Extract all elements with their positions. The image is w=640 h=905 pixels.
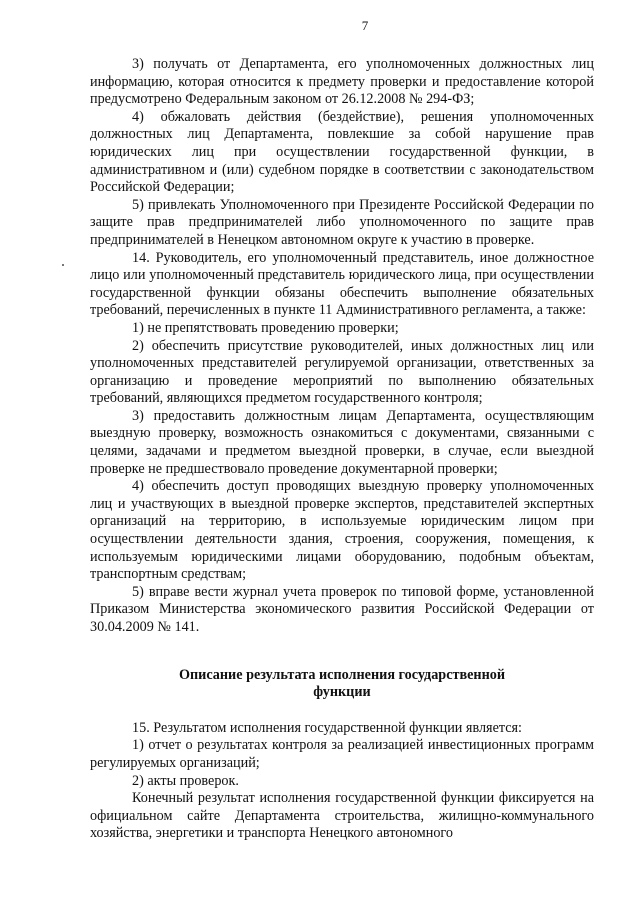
paragraph-right-3: 3) получать от Департамента, его уполномоченных должностных лиц информацию, которая относится к предмету проверки и предоставление которой предусмотрено Федеральным законом от 26.12.2008 № 294-ФЗ; [90, 56, 594, 108]
paragraph-final-result: Конечный результат исполнения государственной функции фиксируется на официальном сайте Департамента строительства, жилищно-коммунального хозяйства, энергетики и транспорта Ненецкого автономного [90, 790, 594, 842]
section-heading [90, 667, 594, 702]
paragraph-clause-14: 14. Руководитель, его уполномоченный представитель, иное должностное лицо или уполномоченный представитель юридического лица, при осуществлении государственной функции обязаны обеспечить выполнение обязательных требований, перечисленных в пункте 11 Административного регламента, а также: [90, 249, 594, 319]
scan-speck [62, 264, 64, 266]
paragraph-duty-1: 1) не препятствовать проведению проверки; [132, 319, 399, 336]
paragraph-duty-4: 4) обеспечить доступ проводящих выездную проверку уполномоченных лиц и участвующих в выездной проверке экспертов, представителей экспертных организаций на территорию, в используемые юридическим лицом при осуществлении деятельности здания, строения, сооружения, помещения, к используемым юридическими лицами оборудованию, подобным объектам, транспортным средствам; [90, 478, 594, 583]
section-heading-line-1: Описание результата исполнения государственной [178, 666, 506, 683]
paragraph-duty-5: 5) вправе вести журнал учета проверок по типовой форме, установленной Приказом Министерства экономического развития Российской Федерации от 30.04.2009 № 141. [90, 583, 594, 635]
paragraph-result-1: 1) отчет о результатах контроля за реализацией инвестиционных программ регулируемых организаций; [90, 737, 594, 771]
paragraph-duty-2: 2) обеспечить присутствие руководителей, иных должностных лиц или уполномоченных представителей регулируемой организации, ответственных за организацию и проведение мероприятий по выполнению обязательных требований, являющихся предметом государственного контроля; [90, 337, 594, 407]
paragraph-result-2: 2) акты проверок. [132, 772, 239, 789]
paragraph-clause-15: 15. Результатом исполнения государственной функции является: [132, 719, 523, 736]
paragraph-right-4: 4) обжаловать действия (бездействие), решения уполномоченных должностных лиц Департамента, повлекшие за собой нарушение прав юридических лиц при осуществлении государственной функции, в административном и (или) судебном порядке в соответствии с законодательством Российской Федерации; [90, 108, 594, 196]
page-number: 7 [361, 18, 369, 33]
section-heading-line-2: функции [313, 684, 371, 701]
paragraph-right-5: 5) привлекать Уполномоченного при Президенте Российской Федерации по защите прав предпринимателей либо уполномоченного по защите прав предпринимателей в Ненецком автономном округе к участию в проверке. [90, 196, 594, 248]
paragraph-duty-3: 3) предоставить должностным лицам Департамента, осуществляющим выездную проверку, возможность ознакомиться с документами, связанными с целями, задачами и предметом выездной проверки, в случае, если выездной проверке не предшествовало проведение документарной проверки; [90, 407, 594, 477]
